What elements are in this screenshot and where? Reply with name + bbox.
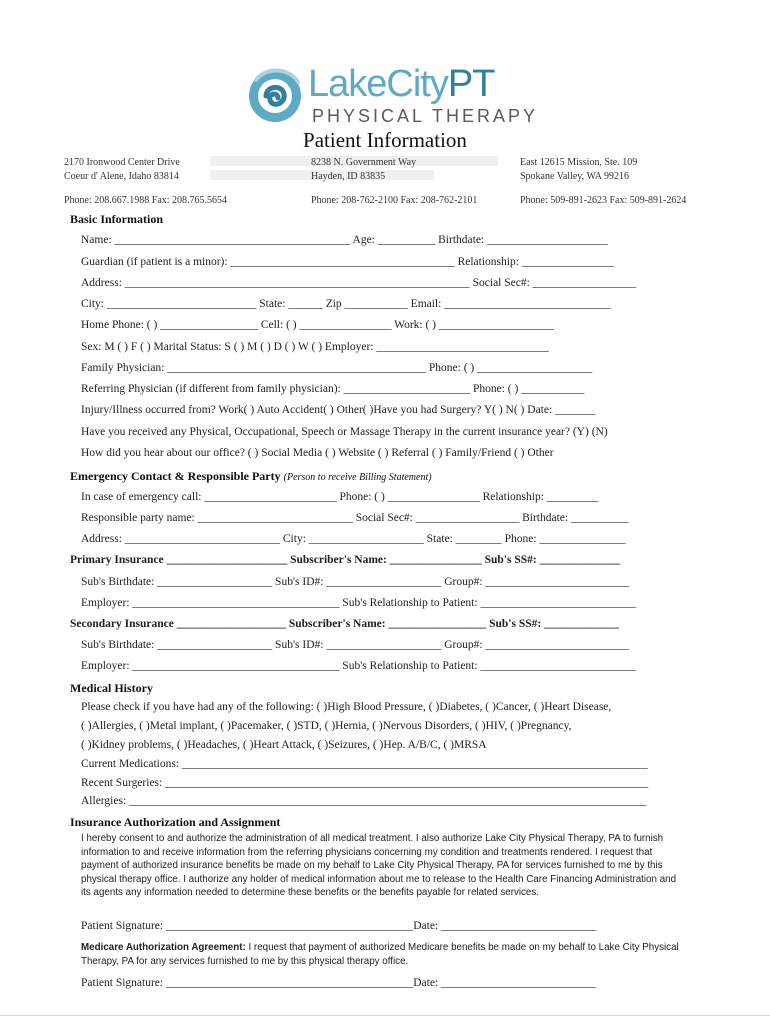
patient-signature-row-1[interactable]: Patient Signature: ___________________________________________Date: ___________________________ bbox=[81, 920, 597, 932]
location-address-line1: 8238 N. Government Way bbox=[311, 157, 417, 168]
secondary-employer-row[interactable]: Employer: ____________________________________ Sub's Relationship to Patient: ___________________________ bbox=[81, 660, 636, 672]
responsible-address-row[interactable]: Address: ___________________________ City: ____________________ State: ________ Phone: _______________ bbox=[81, 533, 626, 545]
primary-insurance-row[interactable]: Primary Insurance _____________________ Subscriber's Name: ________________ Sub's SS#: ______________ bbox=[70, 554, 621, 566]
location-hayden bbox=[311, 156, 477, 208]
location-address-line2: Hayden, ID 83835 bbox=[311, 171, 386, 182]
location-address-line1: 2170 Ironwood Center Drive bbox=[64, 157, 180, 168]
primary-employer-row[interactable]: Employer: ____________________________________ Sub's Relationship to Patient: ___________________________ bbox=[81, 597, 636, 609]
location-address-line1: East 12615 Mission, Ste. 109 bbox=[520, 157, 638, 168]
conditions-checklist-line1[interactable]: Please check if you have had any of the following: ( )High Blood Pressure, ( )Diabetes, ( )Cancer, ( )Heart Disease, bbox=[81, 701, 612, 713]
emergency-contact-row[interactable]: In case of emergency call: _______________________ Phone: ( ) ________________ Relationship: _________ bbox=[81, 491, 599, 503]
conditions-checklist-line3[interactable]: ( )Kidney problems, ( )Headaches, ( )Heart Attack, ( )Seizures, ( )Hep. A/B/C, ( )MRSA bbox=[81, 739, 487, 751]
patient-signature-row-2[interactable]: Patient Signature: ___________________________________________Date: ___________________________ bbox=[81, 977, 597, 989]
secondary-insurance-row[interactable]: Secondary Insurance ___________________ Subscriber's Name: _________________ Sub's SS#: _____________ bbox=[70, 618, 619, 630]
location-coeur-dalene bbox=[64, 156, 227, 208]
primary-subscriber-details-row[interactable]: Sub's Birthdate: ____________________ Sub's ID#: ____________________ Group#: _________________________ bbox=[81, 576, 630, 588]
logo-wordmark: LakeCityPT bbox=[308, 63, 495, 105]
family-physician-row[interactable]: Family Physician: _____________________________________________ Phone: ( ) ____________________ bbox=[81, 362, 593, 374]
secondary-subscriber-details-row[interactable]: Sub's Birthdate: ____________________ Sub's ID#: ____________________ Group#: _________________________ bbox=[81, 639, 630, 651]
billing-statement-note: (Person to receive Billing Statement) bbox=[283, 472, 432, 483]
section-medical-history: Medical History bbox=[70, 681, 153, 695]
location-phone: Phone: 208-762-2100 Fax: 208-762-2101 bbox=[311, 195, 478, 206]
responsible-party-row[interactable]: Responsible party name: ___________________________ Social Sec#: __________________ Birthdate: __________ bbox=[81, 512, 629, 524]
page-title: Patient Information bbox=[303, 128, 467, 152]
page-bottom-edge bbox=[0, 1015, 770, 1024]
medicare-label: Medicare Authorization Agreement: bbox=[81, 942, 246, 953]
name-age-birthdate-row[interactable]: Name: _________________________________________ Age: __________ Birthdate: _____________________ bbox=[81, 234, 608, 246]
logo-tagline: PHYSICAL THERAPY bbox=[312, 106, 539, 126]
location-address-line2: Coeur d' Alene, Idaho 83814 bbox=[64, 171, 179, 182]
location-address-line2: Spokane Valley, WA 99216 bbox=[520, 171, 629, 182]
conditions-checklist-line2[interactable]: ( )Allergies, ( )Metal implant, ( )Pacemaker, ( )STD, ( )Hernia, ( )Nervous Disorders, ( )HIV, ( )Pregnancy, bbox=[81, 720, 572, 732]
section-emergency-contact: Emergency Contact & Responsible Party (Person to receive Billing Statement) bbox=[70, 469, 432, 483]
location-spokane-valley bbox=[520, 156, 686, 208]
phone-numbers-row[interactable]: Home Phone: ( ) _________________ Cell: ( ) ________________ Work: ( ) ____________________ bbox=[81, 319, 554, 331]
address-ssn-row[interactable]: Address: ____________________________________________________________ Social Sec#: __________________ bbox=[81, 277, 637, 289]
recent-surgeries-row[interactable]: Recent Surgeries: ____________________________________________________________________________________ bbox=[81, 777, 649, 789]
referral-source-row[interactable]: How did you hear about our office? ( ) Social Media ( ) Website ( ) Referral ( ) Family/Friend ( ) Other bbox=[81, 447, 554, 459]
city-state-zip-email-row[interactable]: City: __________________________ State: ______ Zip ___________ Email: _____________________________ bbox=[81, 298, 611, 310]
section-basic-information: Basic Information bbox=[70, 212, 163, 226]
injury-surgery-row[interactable]: Injury/Illness occurred from? Work( ) Auto Accident( ) Other( )Have you had Surgery? Y( ) N( ) Date: _______ bbox=[81, 404, 596, 416]
authorization-paragraph: I hereby consent to and authorize the administration of all medical treatment. I also authorize Lake City Physical Therapy, PA to furnish information to and receive information from the referring physicians concerning my condition and treatments rendered. I request that payment of authorized insurance benefits be made on my behalf to Lake City Physical Therapy, PA for services furnished to me by this physical therapy office. I authorize any holder of medical information about me to release to the Health Care Financing Administration and its agents any information needed to determine these benefits or the benefits payable for related services. bbox=[81, 833, 677, 899]
sex-marital-employer-row[interactable]: Sex: M ( ) F ( ) Marital Status: S ( ) M ( ) D ( ) W ( ) Employer: ______________________________ bbox=[81, 341, 549, 353]
allergies-row[interactable]: Allergies: __________________________________________________________________________________________ bbox=[81, 795, 647, 807]
logo-swirl-icon bbox=[246, 62, 304, 128]
medicare-authorization-paragraph: Medicare Authorization Agreement: I request that payment of authorized Medicare benefits be made on my behalf to Lake City Physical Therapy, PA for any services furnished to me by this physical therapy office. bbox=[81, 942, 679, 967]
lake-city-pt-logo bbox=[246, 62, 566, 132]
current-medications-row[interactable]: Current Medications: _________________________________________________________________________________ bbox=[81, 758, 648, 770]
location-phone: Phone: 509-891-2623 Fax: 509-891-2624 bbox=[520, 195, 687, 206]
referring-physician-row[interactable]: Referring Physician (if different from family physician): ______________________ Phone: ( ) ___________ bbox=[81, 383, 585, 395]
guardian-relationship-row[interactable]: Guardian (if patient is a minor): _______________________________________ Relationship: ________________ bbox=[81, 256, 614, 268]
section-insurance-authorization: Insurance Authorization and Assignment bbox=[70, 815, 281, 829]
location-phone: Phone: 208.667.1988 Fax: 208.765.5654 bbox=[64, 195, 228, 206]
prior-therapy-row[interactable]: Have you received any Physical, Occupational, Speech or Massage Therapy in the current insurance year? (Y) (N) bbox=[81, 426, 608, 438]
